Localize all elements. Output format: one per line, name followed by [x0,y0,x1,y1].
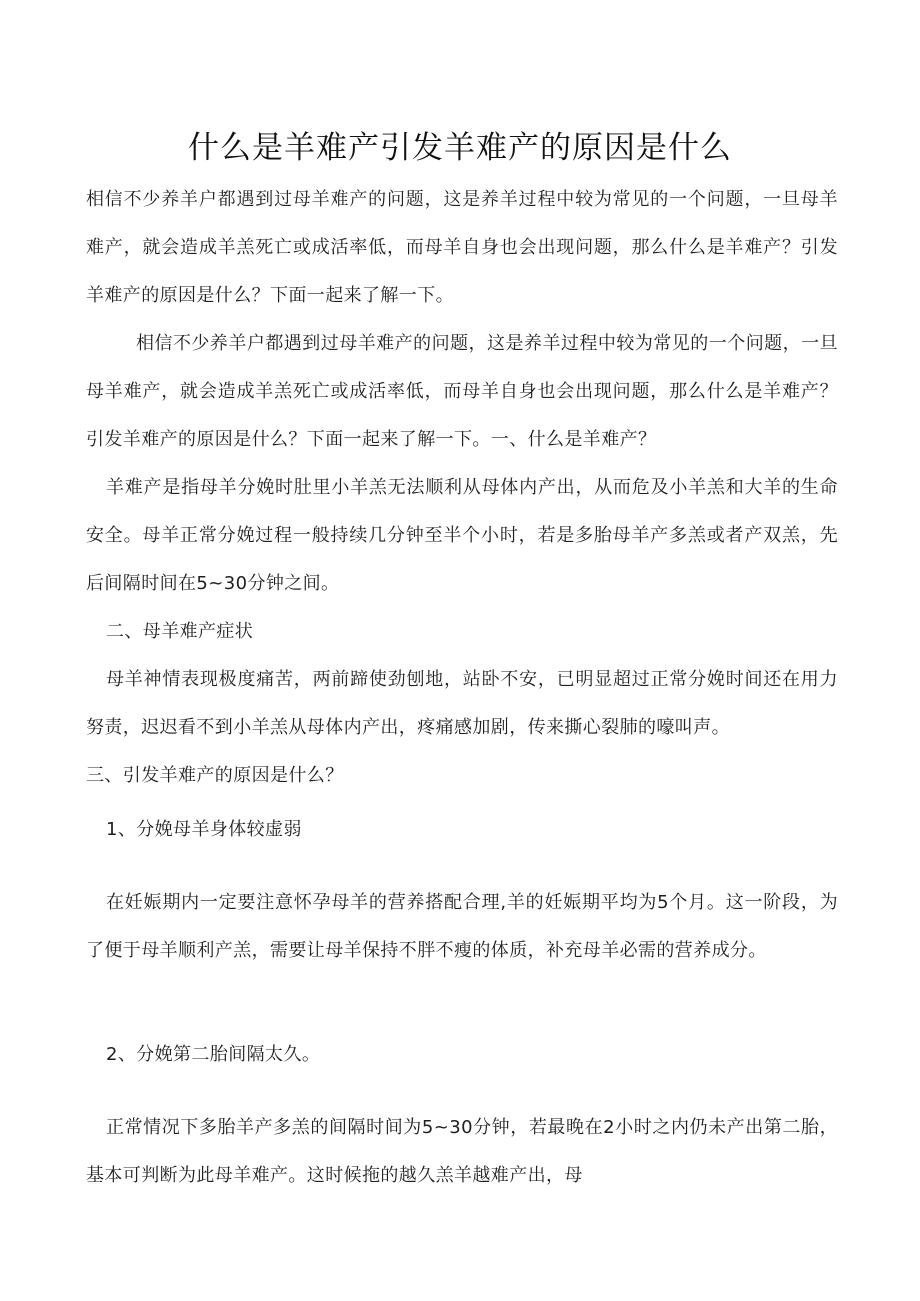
document-title: 什么是羊难产引发羊难产的原因是什么 [188,130,732,166]
cause-1-paragraph: 在妊娠期内一定要注意怀孕母羊的营养搭配合理,羊的妊娠期平均为5个月。这一阶段，为了便于母羊顺利产羔，需要让母羊保持不胖不瘦的体质，补充母羊必需的营养成分。 [86,892,838,961]
body-paragraph-repeat-intro: 相信不少养羊户都遇到过母羊难产的问题，这是养羊过程中较为常见的一个问题，一旦母羊难产，就会造成羊羔死亡或成活率低，而母羊自身也会出现问题，那么什么是羊难产？引发羊难产的原因是什么？下面一起来了解一下。一、什么是羊难产？ [86,333,838,450]
definition-paragraph: 羊难产是指母羊分娩时肚里小羊羔无法顺利从母体内产出，从而危及小羊羔和大羊的生命安全。母羊正常分娩过程一般持续几分钟至半个小时，若是多胎母羊产多羔或者产双羔，先后间隔时间在5~30分钟之间。 [86,477,838,594]
symptoms-paragraph: 母羊神情表现极度痛苦，两前蹄使劲刨地，站卧不安，已明显超过正常分娩时间还在用力努责，迟迟看不到小羊羔从母体内产出，疼痛感加剧，传来撕心裂肺的嚎叫声。 [86,669,838,738]
section-heading-symptoms: 二、母羊难产症状 [106,621,254,642]
intro-paragraph: 相信不少养羊户都遇到过母羊难产的问题，这是养羊过程中较为常见的一个问题，一旦母羊难产，就会造成羊羔死亡或成活率低，而母羊自身也会出现问题，那么什么是羊难产？引发羊难产的原因是什么？下面一起来了解一下。 [86,189,838,306]
section-heading-causes: 三、引发羊难产的原因是什么？ [86,765,344,786]
cause-heading-1: 1、分娩母羊身体较虚弱 [106,819,302,840]
cause-heading-2: 2、分娩第二胎间隔太久。 [106,1044,321,1065]
cause-2-paragraph: 正常情况下多胎羊产多羔的间隔时间为5~30分钟，若最晚在2小时之内仍未产出第二胎，基本可判断为此母羊难产。这时候拖的越久羔羊越难产出，母 [86,1117,838,1186]
